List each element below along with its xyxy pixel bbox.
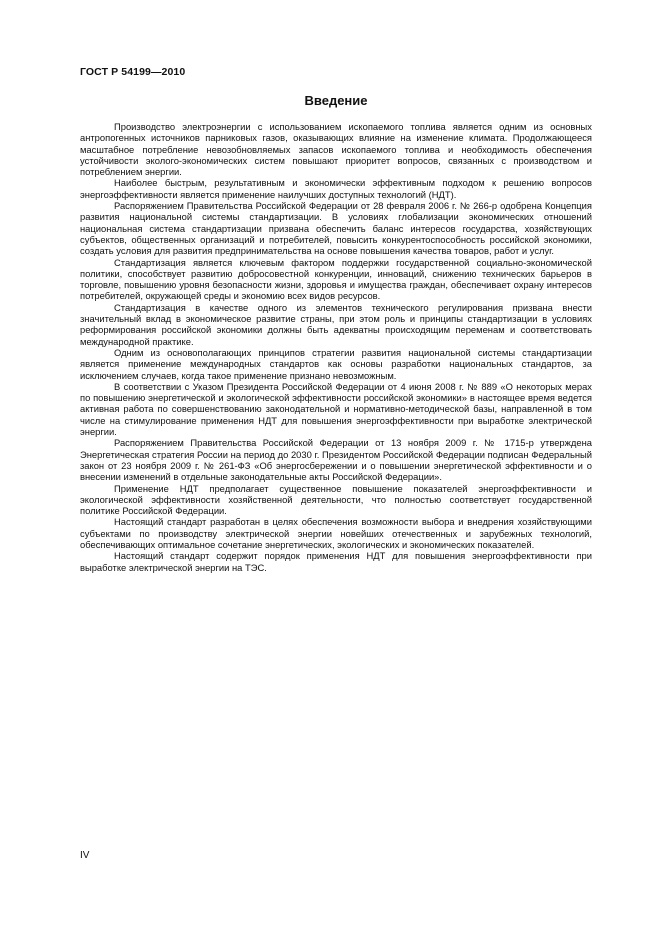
paragraph: Настоящий стандарт содержит порядок применения НДТ для повышения энергоэффективности при выработке электрической энергии на ТЭС.	[80, 550, 592, 573]
document-code-header: ГОСТ Р 54199—2010	[80, 66, 186, 78]
paragraph: Настоящий стандарт разработан в целях обеспечения возможности выбора и внедрения хозяйствующими субъектами по производству электрической энергии новейших отечественных и зарубежных технологий, обеспечивающих оптимальное сочетание энергетических, экологических и экономических показателей.	[80, 516, 592, 550]
body-text	[80, 121, 592, 573]
page-number: IV	[80, 850, 90, 861]
paragraph: Одним из основополагающих принципов стратегии развития национальной системы стандартизации является применение международных стандартов как основы разработки национальных стандартов, за исключением случаев, когда такое применение признано невозможным.	[80, 346, 592, 381]
section-title: Введение	[304, 93, 368, 108]
paragraph: Наиболее быстрым, результативным и экономически эффективным подходом к решению вопросов энергоэффективности является применение наилучших доступных технологий (НДТ).	[80, 177, 592, 200]
paragraph: Распоряжением Правительства Российской Федерации от 28 февраля 2006 г. № 266-р одобрена Концепция развития национальной системы стандартизации. В условиях глобализации экономических отношений национальная система стандартизации призвана обеспечить баланс интересов государства, хозяйствующих субъектов, общественных организаций и потребителей, повысить конкурентоспособность российской экономики, создать условия для развития предпринимательства на основе повышения качества товаров, работ и услуг.	[80, 200, 592, 257]
paragraph: Стандартизация в качестве одного из элементов технического регулирования призвана внести значительный вклад в экономическое развитие страны, при этом роль и принципы стандартизации в условиях реформирования российской экономики должны быть адекватны происходящим переменам и соответствовать международной практике.	[80, 301, 592, 347]
paragraph: В соответствии с Указом Президента Российской Федерации от 4 июня 2008 г. № 889 «О некоторых мерах по повышению энергетической и экологической эффективности российской экономики» в настоящее время ведется активная работа по совершенствованию законодательной и нормативно-методической базы, направленной в том числе на стимулирование применения НДТ для повышения энергоэффективности при выработке электрической энергии.	[80, 380, 592, 438]
paragraph: Стандартизация является ключевым фактором поддержки государственной социально-экономической политики, способствует развитию добросовестной конкуренции, инноваций, снижению технических барьеров в торговле, повышению уровня безопасности жизни, здоровья и имущества граждан, обеспечивает охрану интересов потребителей, окружающей среды и экономию всех видов ресурсов.	[80, 256, 592, 302]
paragraph: Применение НДТ предполагает существенное повышение показателей энергоэффективности и экологической эффективности хозяйственной деятельности, что полностью соответствует государственной политике Российской Федерации.	[80, 482, 592, 517]
paragraph: Производство электроэнергии с использованием ископаемого топлива является одним из основных антропогенных источников парниковых газов, оказывающих влияние на изменение климата. Продолжающееся масштабное потребление невозобновляемых запасов ископаемого топлива и необходимость обеспечения устойчивости эколого-экономических систем повышают приоритет вопросов, связанных с производством и потреблением энергии.	[80, 121, 592, 178]
paragraph: Распоряжением Правительства Российской Федерации от 13 ноября 2009 г. № 1715-р утверждена Энергетическая стратегия России на период до 2030 г. Президентом Российской Федерации подписан Федеральный закон от 23 ноября 2009 г. № 261-ФЗ «Об энергосбережении и о повышении энергетической эффективности и о внесении изменений в отдельные законодательные акты Российской Федерации».	[80, 437, 592, 483]
